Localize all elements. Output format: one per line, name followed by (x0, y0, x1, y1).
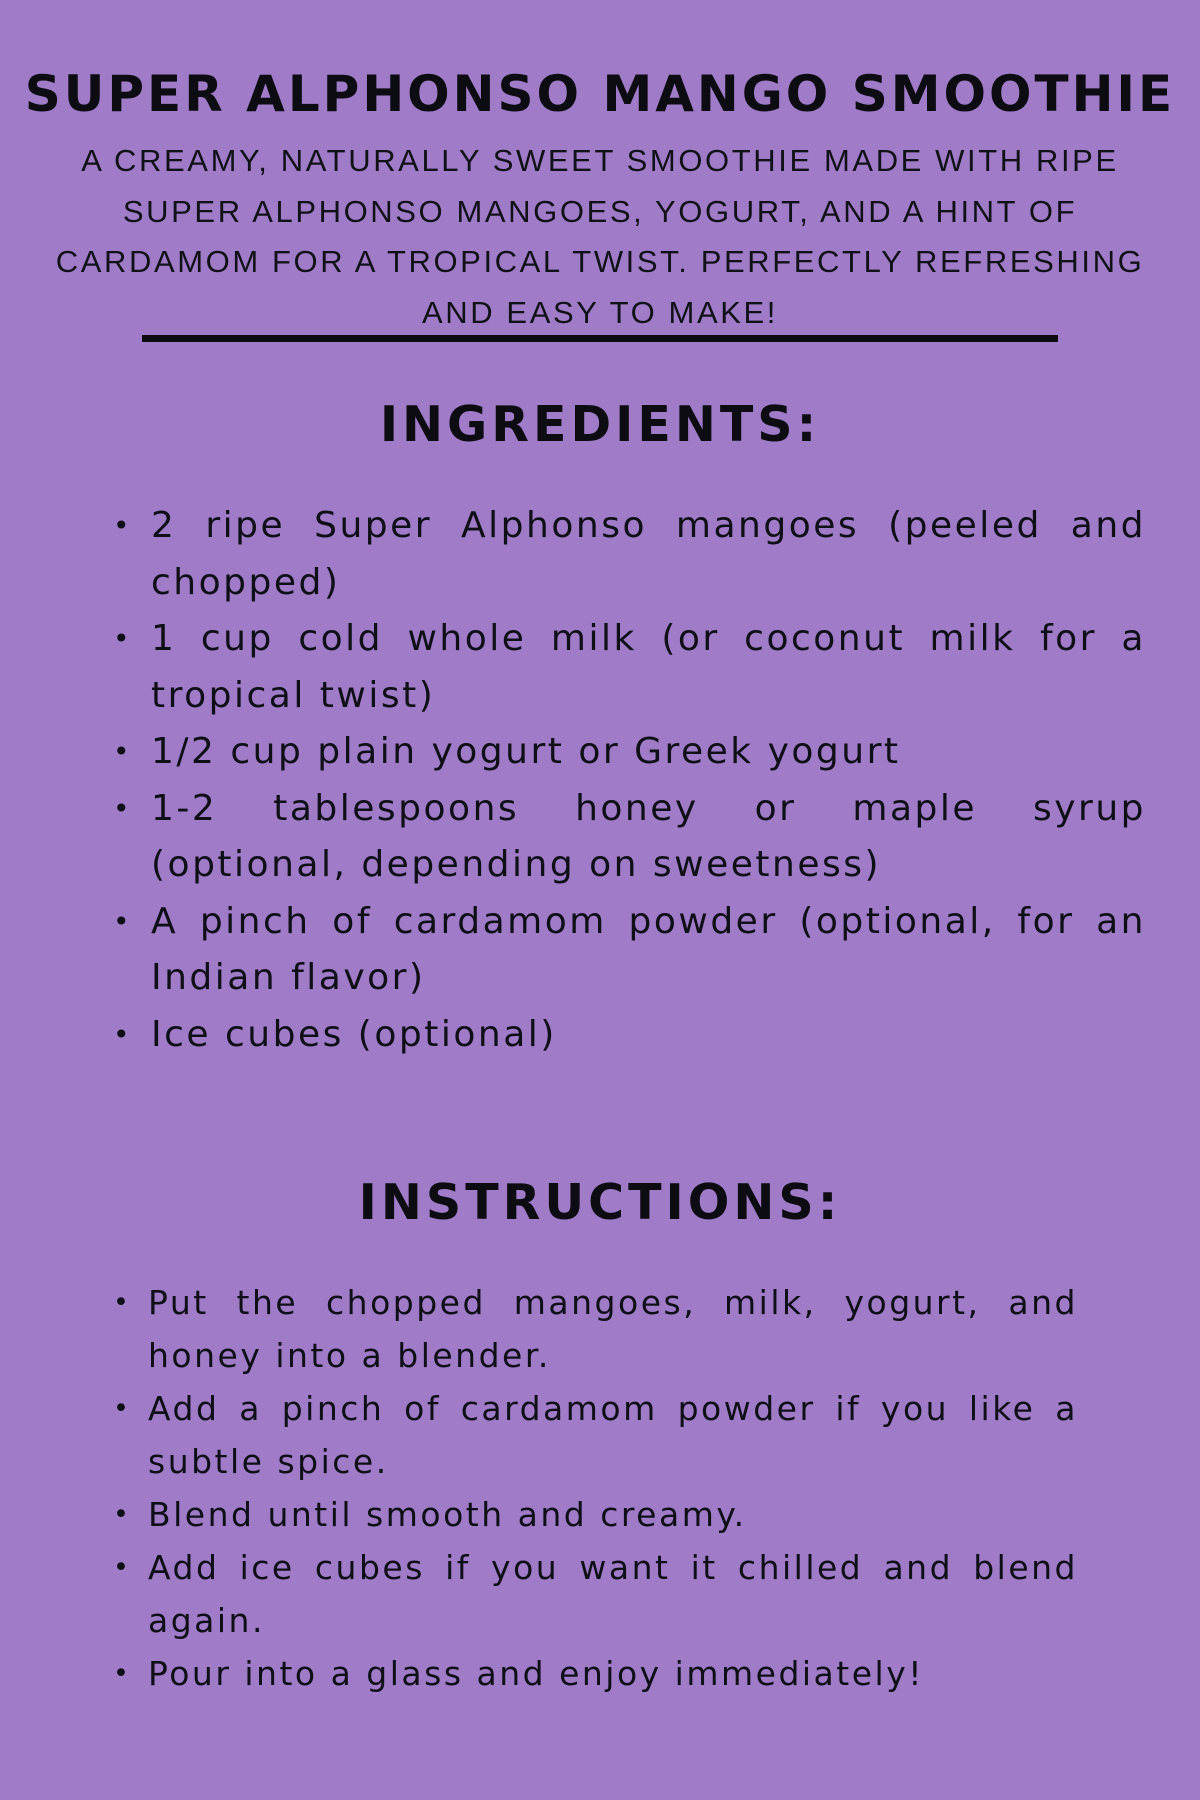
instruction-step: • Add a pinch of cardamom powder if you like a subtle spice. (148, 1382, 1078, 1488)
section-divider (142, 335, 1058, 342)
ingredient-item: • A pinch of cardamom powder (optional, for an Indian flavor) (151, 894, 1146, 1007)
instructions-heading: INSTRUCTIONS: (358, 1174, 842, 1231)
ingredients-list (151, 498, 1146, 1063)
instructions-list (148, 1276, 1078, 1700)
ingredient-item: • 1-2 tablespoons honey or maple syrup (optional, depending on sweetness) (151, 781, 1146, 894)
recipe-title: SUPER ALPHONSO MANGO SMOOTHIE (24, 65, 1176, 123)
instruction-step: • Add ice cubes if you want it chilled and blend again. (148, 1541, 1078, 1647)
ingredient-item: • 2 ripe Super Alphonso mangoes (peeled and chopped) (151, 498, 1146, 611)
ingredients-heading: INGREDIENTS: (379, 396, 821, 453)
instruction-step: • Put the chopped mangoes, milk, yogurt, and honey into a blender. (148, 1276, 1078, 1382)
ingredient-item: • 1/2 cup plain yogurt or Greek yogurt (151, 724, 1146, 781)
instruction-step: • Blend until smooth and creamy. (148, 1488, 1078, 1541)
recipe-description: A CREAMY, NATURALLY SWEET SMOOTHIE MADE WITH RIPE SUPER ALPHONSO MANGOES, YOGURT, AND A HINT OF CARDAMOM FOR A TROPICAL TWIST. PERFECTLY REFRESHING AND EASY TO MAKE! (55, 143, 1145, 330)
ingredient-item: • 1 cup cold whole milk (or coconut milk for a tropical twist) (151, 611, 1146, 724)
ingredient-item: • Ice cubes (optional) (151, 1007, 1146, 1064)
instruction-step: • Pour into a glass and enjoy immediately! (148, 1647, 1078, 1700)
